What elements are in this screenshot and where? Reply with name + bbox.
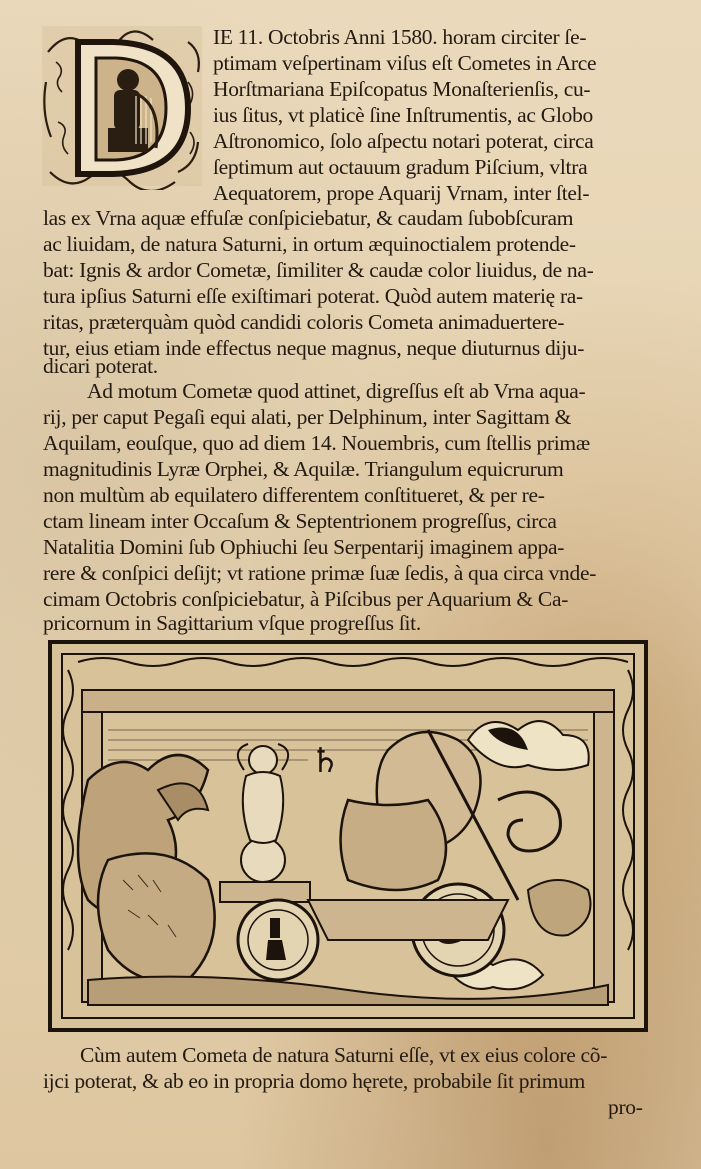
paragraph2-line-8: rere & conſpici deſijt; vt ratione primæ ſuæ ſedis, à qua circa vnde- — [43, 561, 597, 585]
paragraph1-line-2: ptimam veſpertinam viſus eſt Cometes in Arce — [213, 51, 597, 75]
paragraph1-line-13: tur, eius etiam inde effectus neque magnus, neque diuturnus diju- — [43, 336, 585, 360]
woodcut-illustration — [48, 640, 648, 1032]
paragraph1-line-7: Aequatorem, prope Aquarij Vrnam, inter ſtel- — [213, 181, 590, 205]
paragraph2-line-5: non multùm ab equilatero differentem conſtitueret, & per re- — [43, 483, 545, 507]
saturn-chariot-woodcut-icon — [48, 640, 648, 1032]
paragraph1-line-6: ſeptimum aut octauum gradum Piſcium, vltra — [213, 155, 588, 179]
paragraph1-line-5: Aſtronomico, ſolo aſpectu notari poterat, circa — [213, 129, 594, 153]
paragraph1-line-4: ius ſitus, vt platicè ſine Inſtrumentis, ac Globo — [213, 103, 593, 127]
paragraph1-line-1: IE 11. Octobris Anni 1580. horam circiter ſe- — [213, 25, 587, 49]
paragraph2-line-4: magnitudinis Lyræ Orphei, & Aquilæ. Triangulum equicrurum — [43, 457, 564, 481]
paragraph2-line-9: cimam Octobris conſpiciebatur, à Piſcibus per Aquarium & Ca- — [43, 587, 569, 611]
paragraph2-line-3: Aquilam, eouſque, quo ad diem 14. Nouembris, cum ſtellis primæ — [43, 431, 590, 455]
decorated-initial — [38, 22, 206, 190]
catchword: pro- — [608, 1095, 643, 1119]
paragraph1-line-11: tura ipſius Saturni eſſe exiſtimari poterat. Quòd autem materię ra- — [43, 284, 583, 308]
paragraph2-line-10: pricornum in Sagittarium vſque progreſſus ſit. — [43, 611, 421, 635]
paragraph2-line-7: Natalitia Domini ſub Ophiuchi ſeu Serpentarij imaginem appa- — [43, 535, 565, 559]
paragraph1-line-12: ritas, præterquàm quòd candidi coloris Cometa animaduertere- — [43, 310, 565, 334]
paragraph1-line-14: dicari poterat. — [43, 354, 158, 378]
paragraph3-line-1: Cùm autem Cometa de natura Saturni eſſe, vt ex eius colore cõ- — [80, 1043, 608, 1067]
paragraph2-line-6: ctam lineam inter Occaſum & Septentrionem progreſſus, circa — [43, 509, 557, 533]
paragraph1-line-3: Horſtmariana Epiſcopatus Monaſterienſis, cu- — [213, 77, 591, 101]
paragraph1-line-10: bat: Ignis & ardor Cometæ, ſimiliter & caudæ color liuidus, de na- — [43, 258, 594, 282]
paragraph3-line-2: ijci poterat, & ab eo in propria domo hęrete, probabile ſit primum — [43, 1069, 586, 1093]
paragraph1-line-8: las ex Vrna aquæ effuſæ conſpiciebatur, & caudam ſubobſcuram — [43, 206, 574, 230]
paragraph1-line-9: ac liuidam, de natura Saturni, in ortum æquinoctialem protende- — [43, 232, 576, 256]
paragraph2-line-1: Ad motum Cometæ quod attinet, digreſſus eſt ab Vrna aqua- — [87, 379, 586, 403]
decorated-initial-d-icon — [38, 22, 206, 190]
saturn-symbol: ♄ — [310, 741, 341, 781]
paragraph2-line-2: rij, per caput Pegaſi equi alati, per Delphinum, inter Sagittam & — [43, 405, 572, 429]
